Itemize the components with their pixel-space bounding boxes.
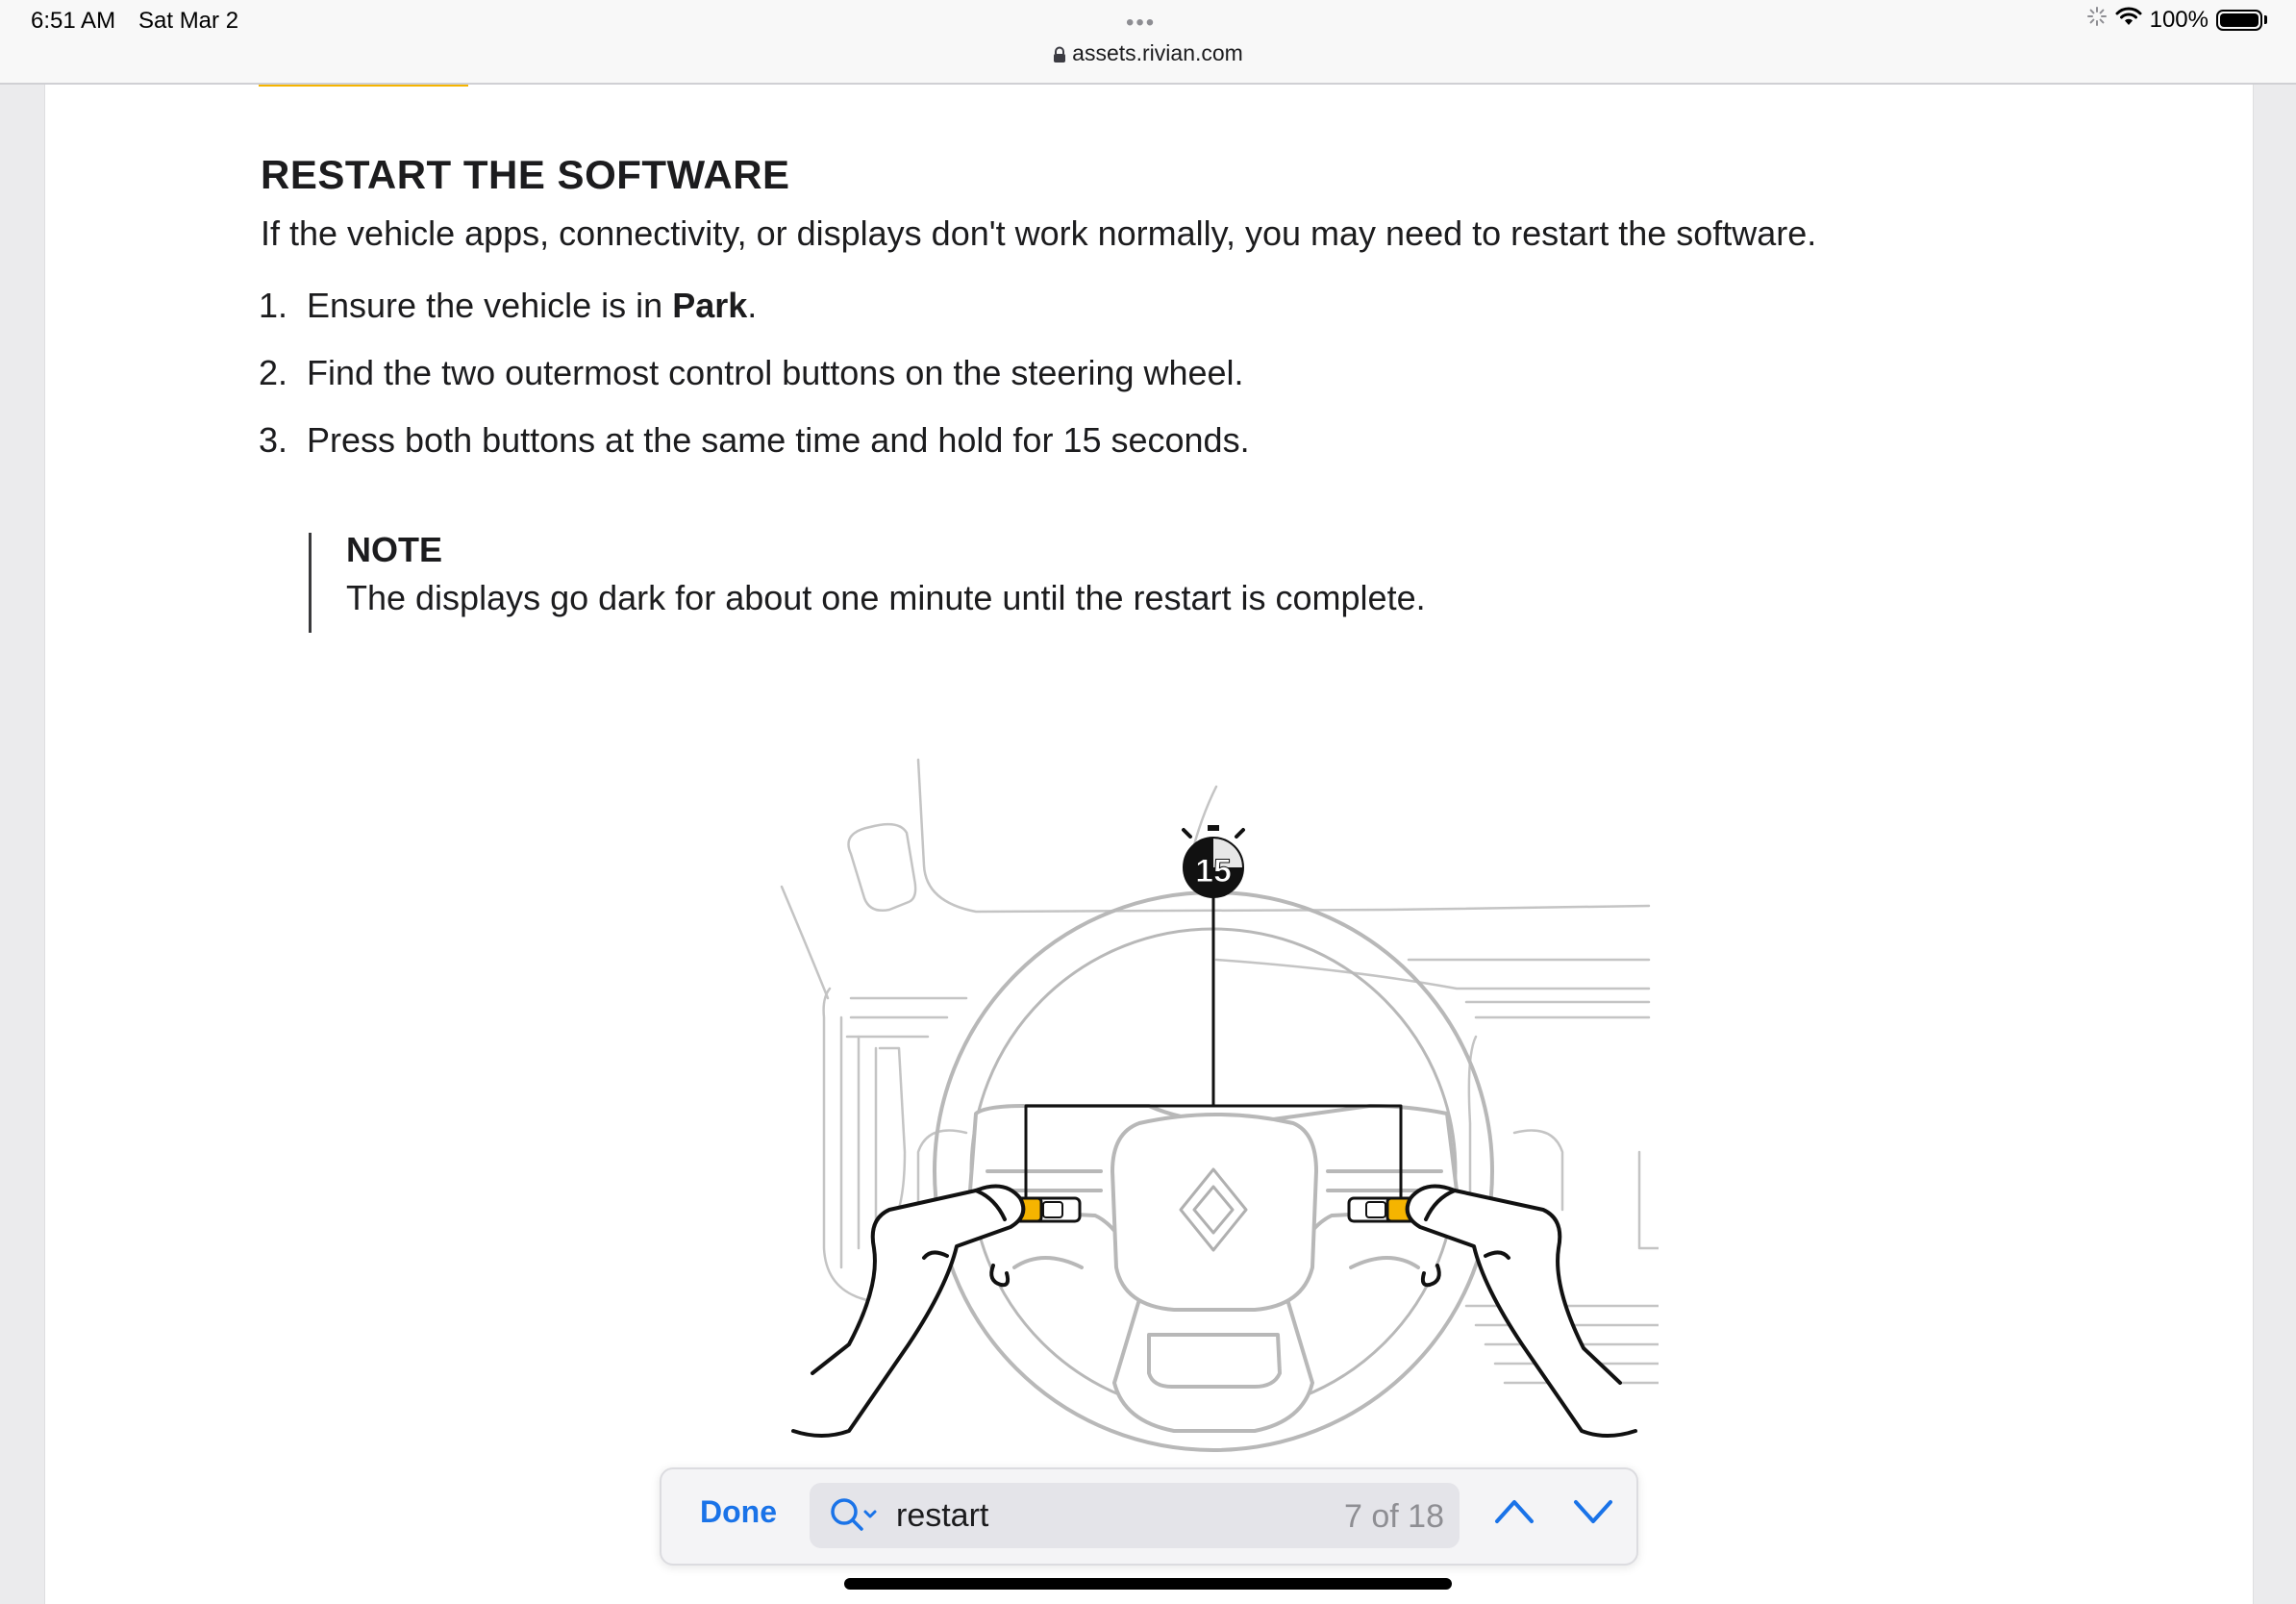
step-text: Ensure the vehicle is in Park. [307, 286, 758, 325]
intro-text: If the vehicle apps, connectivity, or displays don't work normally, you may need to restart the software. [261, 213, 1817, 253]
chevron-up-icon [1492, 1494, 1536, 1529]
find-search-field[interactable] [810, 1483, 1460, 1548]
battery-percent: 100% [2149, 6, 2209, 33]
activity-spinner-icon [2086, 6, 2108, 34]
section-title: RESTART THE SOFTWARE [261, 152, 790, 197]
note-title: NOTE [346, 530, 443, 569]
step-text: Press both buttons at the same time and hold for 15 seconds. [307, 420, 1250, 460]
battery-icon [2216, 10, 2262, 31]
step-number: 1. [259, 286, 288, 325]
home-indicator[interactable] [844, 1578, 1452, 1590]
next-match-button[interactable] [1571, 1494, 1615, 1534]
wifi-icon [2115, 6, 2142, 34]
find-query-input[interactable] [896, 1492, 1310, 1539]
tab-overview-dots[interactable]: ••• [1126, 10, 1157, 36]
steering-wheel-illustration [736, 671, 1659, 1513]
left-hand [793, 1187, 1023, 1437]
right-hand [1408, 1187, 1635, 1437]
address-bar[interactable] [0, 40, 2296, 69]
status-time: 6:51 AM [31, 8, 116, 34]
document-page [44, 83, 2254, 1604]
note-text: The displays go dark for about one minute until the restart is complete. [346, 578, 1426, 617]
park-emphasis: Park [672, 286, 748, 325]
timer-label: 15 [1195, 853, 1232, 890]
chevron-down-icon [1571, 1494, 1615, 1529]
browser-top-bar [0, 0, 2296, 85]
search-icon[interactable] [829, 1496, 879, 1540]
step-number: 3. [259, 420, 288, 460]
note-callout [309, 530, 1426, 633]
lock-icon [1053, 43, 1066, 69]
status-indicators [2086, 6, 2267, 34]
match-count: 7 of 18 [1344, 1498, 1444, 1535]
battery-tip [2264, 15, 2267, 24]
url-text: assets.rivian.com [1072, 40, 1243, 65]
find-in-page-bar [660, 1467, 1638, 1566]
step-number: 2. [259, 353, 288, 392]
previous-match-button[interactable] [1492, 1494, 1536, 1534]
done-button[interactable]: Done [700, 1494, 777, 1529]
step-text: Find the two outermost control buttons on the steering wheel. [307, 353, 1244, 392]
status-date: Sat Mar 2 [138, 8, 239, 34]
